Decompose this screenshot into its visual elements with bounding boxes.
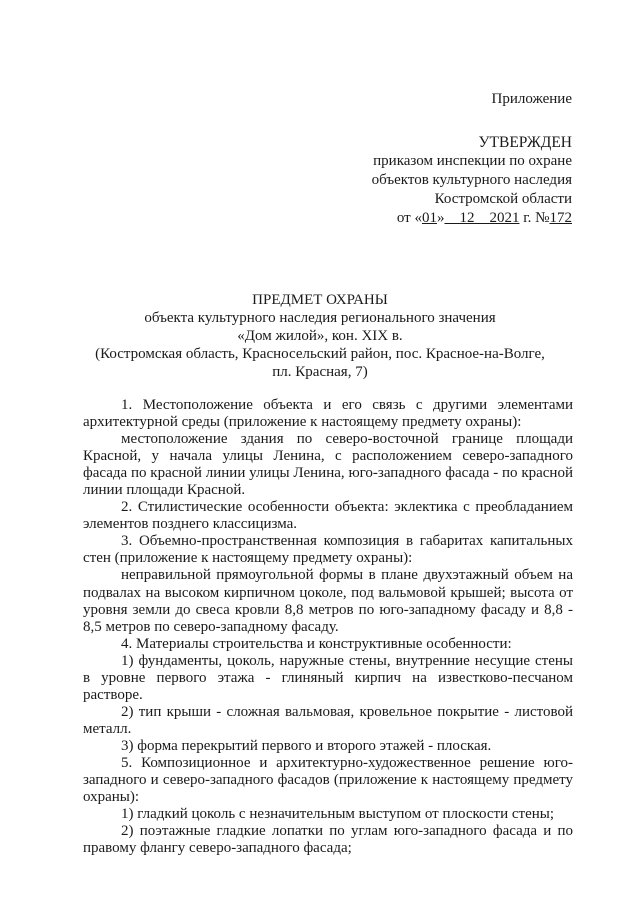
approved-title: УТВЕРЖДЕН [478, 134, 572, 151]
paragraph-2: местоположение здания по северо-восточной границе площади Красной, у начала улицы Ленина, с расположением северо-западного фасада по красной линии улицы Ленина, юго-западного фасада - по красной линии площади Красной. [83, 431, 573, 499]
approved-line-2: объектов культурного наследия [371, 172, 572, 188]
approval-block [312, 133, 572, 228]
title-line-4: (Костромская область, Красносельский район, пос. Красное-на-Волге, [95, 346, 545, 362]
title-line-3: «Дом жилой», кон. XIX в. [237, 328, 403, 344]
title-line-5: пл. Красная, 7) [272, 364, 368, 380]
paragraph-7: 1) фундаменты, цоколь, наружные стены, внутренние несущие стены в уровне первого этажа - глиняный кирпич на известково-песчаном растворе. [83, 652, 573, 703]
order-line [312, 209, 572, 228]
title-line-2: объекта культурного наследия регионального значения [144, 310, 496, 326]
approved-line-3: Костромской области [434, 191, 572, 207]
order-month: 12 [459, 210, 475, 226]
paragraph-6: 4. Материалы строительства и конструктивные особенности: [121, 635, 512, 652]
document-title: ПРЕДМЕТ ОХРАНЫ [252, 292, 388, 308]
order-year: 2021 [489, 210, 520, 226]
order-mid: » [436, 210, 445, 226]
appendix-label: Приложение [491, 91, 572, 107]
paragraph-5: неправильной прямоугольной формы в плане двухэтажный объем на подвалах на высоком кирпичном цоколе, под вальмовой крышей; высота от уровня земли до свеса кровли 8,8 метров по юго-западному фасаду и 8,8 - 8,5 метров по северо-западному фасаду. [83, 567, 573, 635]
paragraph-10: 5. Композиционное и архитектурно-художественное решение юго-западного и северо-западного фасадов (приложение к настоящему предмету охраны): [83, 754, 573, 806]
approved-line-1: приказом инспекции по охране [373, 153, 572, 169]
order-day: 01 [421, 210, 437, 226]
order-suffix: г. № [519, 210, 550, 226]
paragraph-4: 3. Объемно-пространственная композиция в габаритах капитальных стен (приложение к настоящему предмету охраны): [83, 533, 573, 567]
paragraph-12: 2) поэтажные гладкие лопатки по углам юго-западного фасада и по правому флангу северо-западного фасада; [83, 823, 573, 857]
order-number: 172 [549, 210, 572, 226]
order-prefix: от « [396, 210, 422, 226]
paragraph-11: 1) гладкий цоколь с незначительным выступом от плоскости стены; [121, 806, 555, 823]
paragraph-3: 2. Стилистические особенности объекта: эклектика с преобладанием элементов позднего классицизма. [83, 499, 573, 533]
document-body [83, 397, 573, 857]
paragraph-9: 3) форма перекрытий первого и второго этажей - плоская. [121, 737, 492, 754]
paragraph-8: 2) тип крыши - сложная вальмовая, кровельное покрытие - листовой металл. [83, 703, 573, 737]
paragraph-1: 1. Местоположение объекта и его связь с другими элементами архитектурной среды (приложение к настоящему предмету охраны): [83, 397, 573, 431]
